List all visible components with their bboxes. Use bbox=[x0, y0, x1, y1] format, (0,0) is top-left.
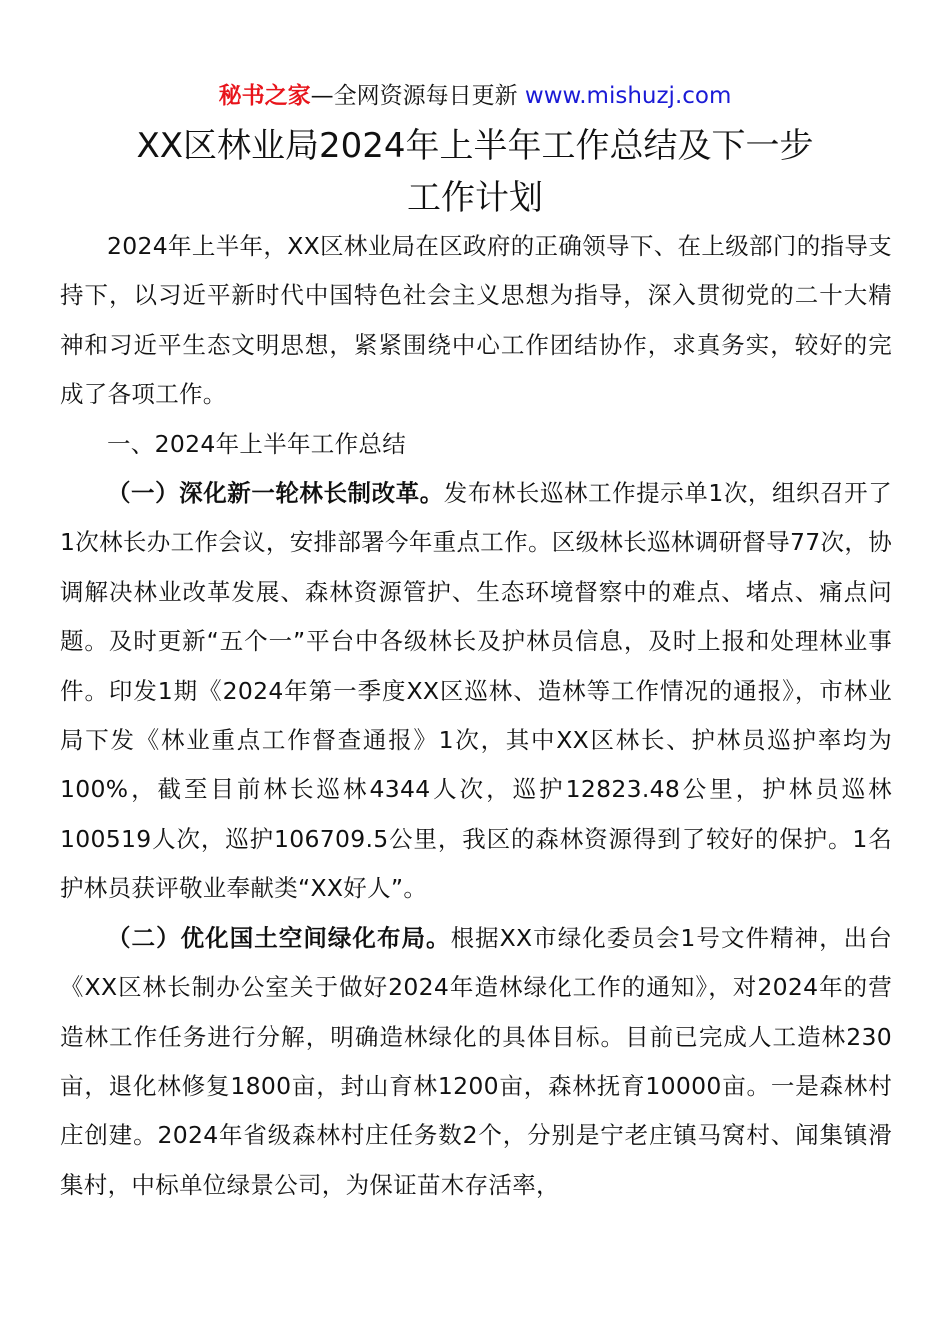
intro-paragraph: 2024年上半年，XX区林业局在区政府的正确领导下、在上级部门的指导支持下，以习近平新时代中国特色社会主义思想为指导，深入贯彻党的二十大精神和习近平生态文明思想，紧紧围绕中心工作团结协作，求真务实，较好的完成了各项工作。 bbox=[60, 232, 892, 409]
title-line-2: 工作计划 bbox=[407, 178, 543, 218]
banner-tagline: —全网资源每日更新 bbox=[310, 83, 525, 109]
document-body bbox=[60, 222, 892, 1210]
item-2-paragraph bbox=[60, 914, 892, 1210]
item-2-text: 根据XX市绿化委员会1号文件精神，出台《XX区林长制办公室关于做好2024年造林绿化工作的通知》，对2024年的营造林工作任务进行分解，明确造林绿化的具体目标。目前已完成人工造林230亩，退化林修复1800亩，封山育林1200亩，森林抚育10000亩。一是森林村庄创建。2024年省级森林村庄任务数2个，分别是宁老庄镇马窝村、闻集镇滑集村，中标单位绿景公司，为保证苗木存活率， bbox=[60, 923, 892, 1199]
title-line-1: XX区林业局2024年上半年工作总结及下一步 bbox=[136, 126, 814, 166]
section-heading: 一、2024年上半年工作总结 bbox=[107, 429, 407, 458]
item-1-paragraph bbox=[60, 469, 892, 914]
banner-site-url[interactable]: www.mishuzj.com bbox=[524, 83, 732, 109]
document-title bbox=[60, 120, 890, 224]
item-1-text: 发布林长巡林工作提示单1次，组织召开了1次林长办工作会议，安排部署今年重点工作。区级林长巡林调研督导77次，协调解决林业改革发展、森林资源管护、生态环境督察中的难点、堵点、痛点问题。及时更新“五个一”平台中各级林长及护林员信息，及时上报和处理林业事件。印发1期《2024年第一季度XX区巡林、造林等工作情况的通报》，市林业局下发《林业重点工作督查通报》1次，其中XX区林长、护林员巡护率均为100%，截至目前林长巡林4344人次，巡护12823.48公里，护林员巡林100519人次，巡护106709.5公里，我区的森林资源得到了较好的保护。1名护林员获评敬业奉献类“XX好人”。 bbox=[60, 479, 892, 903]
banner-brand: 秘书之家 bbox=[218, 83, 311, 109]
site-banner bbox=[0, 80, 950, 112]
item-1-heading: （一）深化新一轮林长制改革。 bbox=[107, 479, 444, 508]
item-2-heading: （二）优化国土空间绿化布局。 bbox=[107, 923, 451, 952]
